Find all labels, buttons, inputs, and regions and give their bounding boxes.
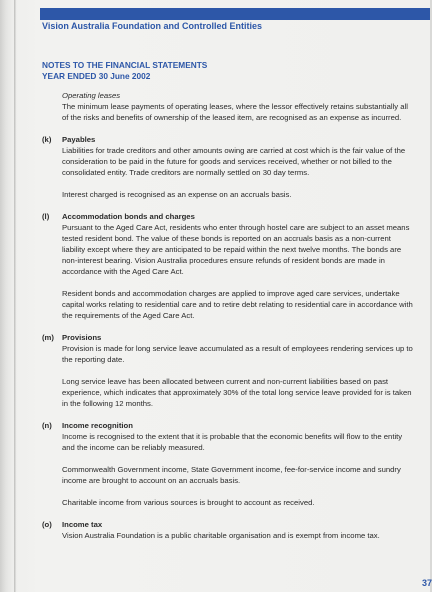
section-body	[62, 90, 414, 123]
paragraph: Commonwealth Government income, State Government income, fee-for-service income and sundry income are brought to account on an accruals basis.	[62, 465, 401, 485]
paragraph: Interest charged is recognised as an expense on an accruals basis.	[62, 190, 292, 199]
notes-content	[42, 90, 414, 552]
paragraph: Liabilities for trade creditors and other amounts owing are carried at cost which is the fair value of the consideration to be paid in the future for goods and services received, whether or not billed to the consolidated entity. Trade creditors are normally settled on 30 day terms.	[62, 146, 406, 177]
organisation-name: Vision Australia Foundation and Controlled Entities	[42, 21, 263, 31]
header-bar	[40, 8, 430, 20]
notes-heading	[42, 60, 207, 82]
paragraph: Charitable income from various sources is brought to account as received.	[62, 498, 315, 507]
operating-leases-text: The minimum lease payments of operating leases, where the lessor effectively retains substantially all of the risks and benefits of ownership of the leased item, are recognised as an expense as incurred.	[62, 102, 408, 122]
section-body	[62, 519, 414, 541]
section-letter: (o)	[42, 520, 52, 529]
section-letter-spacer	[42, 90, 62, 123]
page-spine	[14, 0, 17, 592]
section-body	[62, 211, 414, 321]
paragraph: Income is recognised to the extent that it is probable that the economic benefits will flow to the entity and the income can be reliably measured.	[62, 432, 403, 452]
section-title: Income recognition	[62, 421, 133, 430]
paragraph: Resident bonds and accommodation charges are applied to improve aged care services, undertake capital works relating to residential care and to retire debt relating to residential care in accordance with the requirements of the Aged Care Act.	[62, 289, 413, 320]
section-title: Income tax	[62, 520, 103, 529]
section-body	[62, 134, 414, 200]
section-accommodation-bonds	[42, 211, 414, 321]
operating-leases-section	[42, 90, 414, 123]
section-income-tax	[42, 519, 414, 541]
operating-leases-subtitle: Operating leases	[62, 91, 121, 100]
section-body	[62, 420, 414, 508]
section-income-recognition	[42, 420, 414, 508]
paragraph: Long service leave has been allocated between current and non-current liabilities based on past experience, which indicates that approximately 30% of the total long service leave provided for is taken in the following 12 months.	[62, 377, 412, 408]
section-letter: (m)	[42, 333, 54, 342]
section-title: Payables	[62, 135, 96, 144]
heading-line-2: YEAR ENDED 30 June 2002	[42, 71, 151, 81]
section-letter: (k)	[42, 135, 52, 144]
section-title: Accommodation bonds and charges	[62, 212, 195, 221]
section-letter: (n)	[42, 421, 52, 430]
page-number: 37	[421, 578, 432, 588]
paragraph: Provision is made for long service leave accumulated as a result of employees rendering services up to the reporting date.	[62, 344, 413, 364]
section-provisions	[42, 332, 414, 409]
heading-line-1: NOTES TO THE FINANCIAL STATEMENTS	[42, 60, 208, 70]
section-title: Provisions	[62, 333, 102, 342]
section-body	[62, 332, 414, 409]
section-letter: (l)	[42, 212, 50, 221]
section-payables	[42, 134, 414, 200]
paragraph: Pursuant to the Aged Care Act, residents who enter through hostel care are subject to an asset means tested resident bond. The value of these bonds is reported on an accruals basis as a non-current liability except where they are anticipated to be repaid within the next twelve months. The bonds are non-interest bearing. Vision Australia procedures ensure refunds of resident bonds are made in accordance with the Aged Care Act.	[62, 223, 410, 276]
paragraph: Vision Australia Foundation is a public charitable organisation and is exempt from income tax.	[62, 531, 380, 540]
